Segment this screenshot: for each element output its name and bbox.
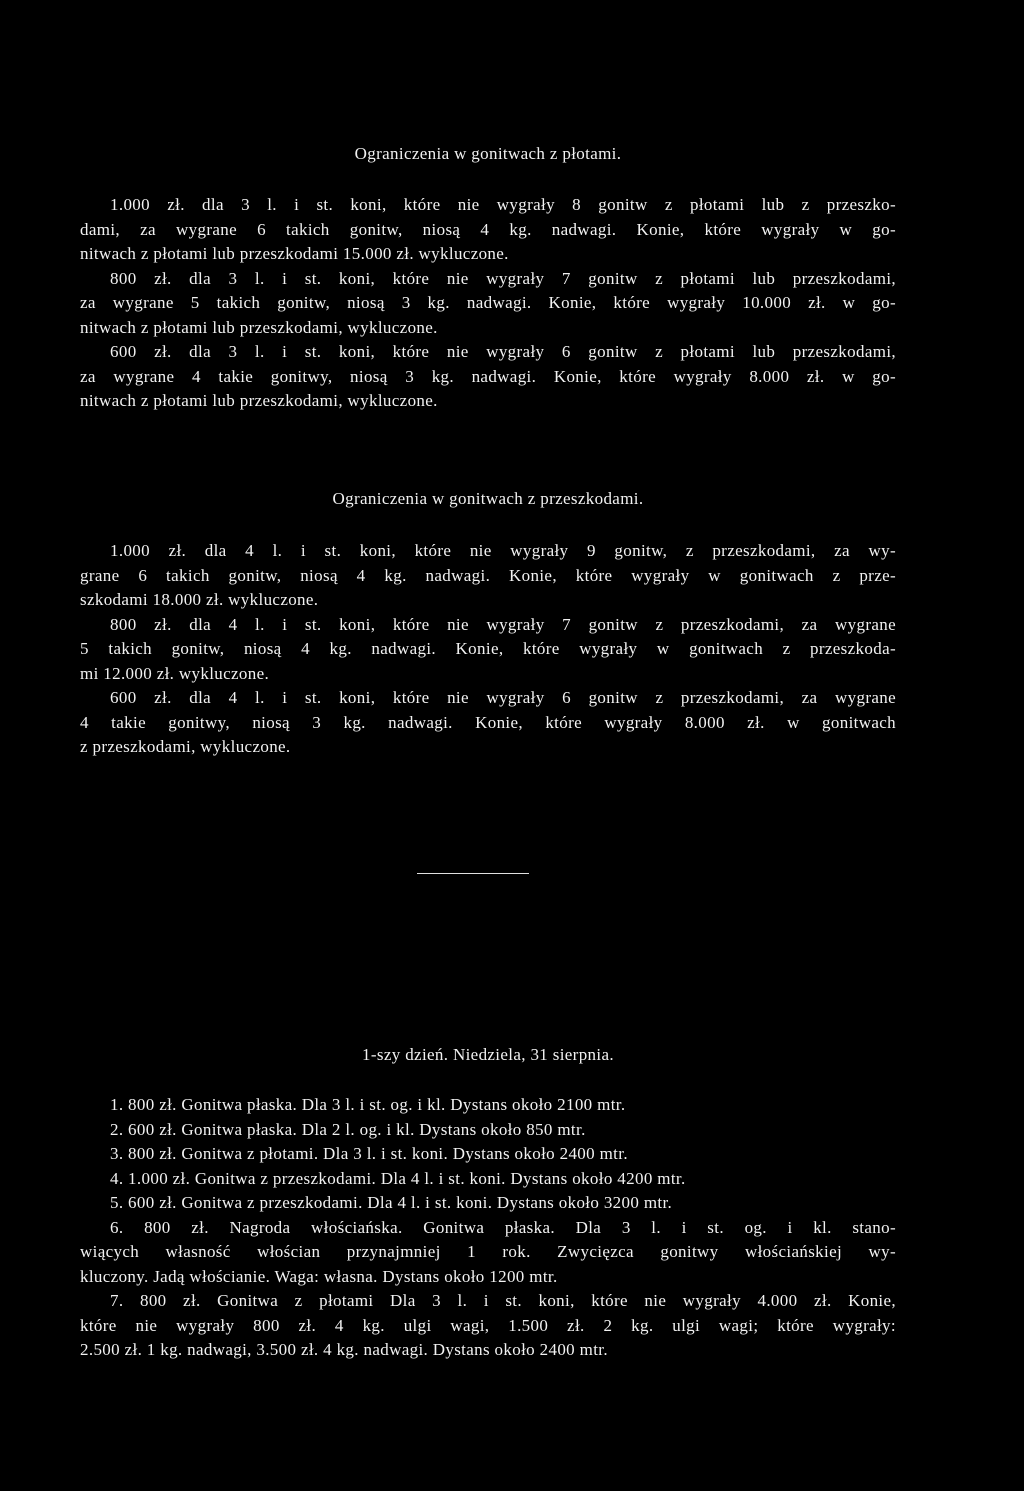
text-line: 1.000 zł. dla 4 l. i st. koni, które nie wygrały 9 gonitw, z przeszkodami, za wy-: [110, 541, 896, 560]
text-line: 1.000 zł. dla 3 l. i st. koni, które nie wygrały 8 gonitw z płotami lub z przeszko-: [110, 195, 896, 214]
text-line: szkodami 18.000 zł. wykluczone.: [80, 590, 319, 609]
race-item: 2. 600 zł. Gonitwa płaska. Dla 2 l. og. i kl. Dystans około 850 mtr.: [110, 1119, 586, 1139]
day-heading: 1-szy dzień. Niedziela, 31 sierpnia.: [362, 1045, 614, 1064]
section-divider: [417, 873, 529, 874]
text-line: 600 zł. dla 4 l. i st. koni, które nie wygrały 6 gonitw z przeszkodami, za wygrane: [110, 688, 896, 707]
text-line: 800 zł. dla 4 l. i st. koni, które nie wygrały 7 gonitw z przeszkodami, za wygrane: [110, 614, 896, 634]
paragraph-hurdles-600: [80, 340, 896, 414]
race-list: [80, 1093, 896, 1363]
text-line: z przeszkodami, wykluczone.: [80, 737, 291, 756]
text-line: dami, za wygrane 6 takich gonitw, niosą 4 kg. nadwagi. Konie, które wygrały w go-: [80, 219, 896, 239]
race-item: 4. 1.000 zł. Gonitwa z przeszkodami. Dla 4 l. i st. koni. Dystans około 4200 mtr.: [110, 1168, 686, 1188]
text-line: nitwach z płotami lub przeszkodami 15.000 zł. wykluczone.: [80, 244, 509, 263]
text-line: 600 zł. dla 3 l. i st. koni, które nie wygrały 6 gonitw z płotami lub przeszkodami,: [110, 342, 896, 361]
document-page: [80, 0, 896, 1491]
race-item: 5. 600 zł. Gonitwa z przeszkodami. Dla 4 l. i st. koni. Dystans około 3200 mtr.: [110, 1193, 673, 1212]
race-item-continued: które nie wygrały 800 zł. 4 kg. ulgi wagi, 1.500 zł. 2 kg. ulgi wagi; które wygrały:: [80, 1315, 896, 1335]
paragraph-steeplechase-600: [80, 686, 896, 760]
text-line: za wygrane 4 takie gonitwy, niosą 3 kg. nadwagi. Konie, które wygrały 8.000 zł. w go-: [80, 366, 896, 386]
paragraph-steeplechase-1000: [80, 539, 896, 613]
text-line: nitwach z płotami lub przeszkodami, wykluczone.: [80, 391, 438, 410]
race-item-continued: wiących własność włościan przynajmniej 1 rok. Zwycięzca gonitwy włościańskiej wy-: [80, 1242, 896, 1261]
race-item-continued: kluczony. Jadą włościanie. Waga: własna. Dystans około 1200 mtr.: [80, 1266, 558, 1286]
section-heading-hurdles: Ograniczenia w gonitwach z płotami.: [354, 144, 622, 163]
text-line: grane 6 takich gonitw, niosą 4 kg. nadwagi. Konie, które wygrały w gonitwach z prze-: [80, 565, 896, 585]
text-line: za wygrane 5 takich gonitw, niosą 3 kg. nadwagi. Konie, które wygrały 10.000 zł. w go-: [80, 293, 896, 312]
race-item: 6. 800 zł. Nagroda włościańska. Gonitwa płaska. Dla 3 l. i st. og. i kl. stano-: [110, 1217, 896, 1237]
paragraph-hurdles-800: [80, 267, 896, 341]
race-item: 3. 800 zł. Gonitwa z płotami. Dla 3 l. i st. koni. Dystans około 2400 mtr.: [110, 1144, 628, 1163]
race-item: 7. 800 zł. Gonitwa z płotami Dla 3 l. i st. koni, które nie wygrały 4.000 zł. Konie,: [110, 1291, 896, 1310]
text-line: mi 12.000 zł. wykluczone.: [80, 663, 270, 683]
text-line: 800 zł. dla 3 l. i st. koni, które nie wygrały 7 gonitw z płotami lub przeszkodami,: [110, 268, 896, 288]
race-item-continued: 2.500 zł. 1 kg. nadwagi, 3.500 zł. 4 kg. nadwagi. Dystans około 2400 mtr.: [80, 1340, 608, 1359]
text-line: nitwach z płotami lub przeszkodami, wykluczone.: [80, 317, 438, 337]
text-line: 5 takich gonitw, niosą 4 kg. nadwagi. Konie, które wygrały w gonitwach z przeszkoda-: [80, 639, 896, 658]
text-line: 4 takie gonitwy, niosą 3 kg. nadwagi. Konie, które wygrały 8.000 zł. w gonitwach: [80, 712, 896, 732]
paragraph-steeplechase-800: [80, 613, 896, 687]
paragraph-hurdles-1000: [80, 193, 896, 267]
section-heading-steeplechase: Ograniczenia w gonitwach z przeszkodami.: [332, 489, 644, 508]
race-item: 1. 800 zł. Gonitwa płaska. Dla 3 l. i st. og. i kl. Dystans około 2100 mtr.: [110, 1095, 626, 1114]
